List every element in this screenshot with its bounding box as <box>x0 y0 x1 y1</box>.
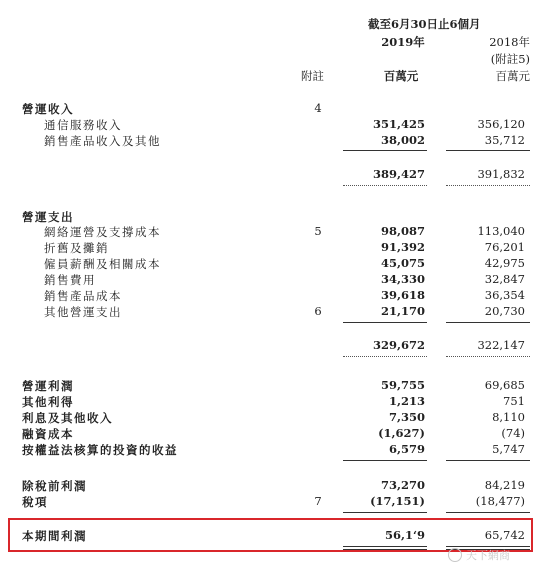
profit-item-value-2019: 1,213 <box>388 394 425 408</box>
watermark-text: 天下網商 <box>466 549 510 562</box>
profit-item-value-2018: 751 <box>503 394 525 408</box>
profit-item-label: 按權益法核算的投資的收益 <box>22 443 178 457</box>
total-rule-2018 <box>446 185 530 186</box>
expense-item-value-2018: 20,730 <box>484 304 525 318</box>
revenue-item-value-2018: 35,712 <box>484 133 525 147</box>
note-column-header: 附註 <box>301 69 324 83</box>
expense-item-label: 網絡運營及支撐成本 <box>44 225 161 239</box>
revenue-item-value-2019: 38,002 <box>380 133 425 147</box>
expense-item-value-2018: 32,847 <box>484 272 525 286</box>
tax-item-value-2019: 73,270 <box>380 478 425 492</box>
expense-item-label: 銷售產品成本 <box>44 289 122 303</box>
total-rule-2019 <box>343 185 427 186</box>
net-profit-label: 本期間利潤 <box>22 529 87 543</box>
subtotal-rule-2019 <box>343 512 427 513</box>
expense-item-value-2019: 98,087 <box>380 224 425 238</box>
profit-item-label: 營運利潤 <box>22 379 74 393</box>
note-2018-header: (附註5) <box>490 52 530 66</box>
profit-item-label: 其他利得 <box>22 395 74 409</box>
profit-item-value-2019: 7,350 <box>388 410 425 424</box>
year-2018-header: 2018年 <box>489 35 530 49</box>
subtotal-rule-2018 <box>446 322 530 323</box>
tax-item-value-2019: (17,151) <box>370 494 425 508</box>
net-profit-value-2019: 56,1‘9 <box>384 528 425 542</box>
expense-item-label: 折舊及攤銷 <box>44 241 109 255</box>
expenses-title: 營運支出 <box>22 210 74 224</box>
expense-item-label: 其他營運支出 <box>44 305 122 319</box>
expense-item-value-2018: 36,354 <box>484 288 525 302</box>
profit-item-label: 利息及其他收入 <box>22 411 113 425</box>
watermark <box>448 545 548 565</box>
expenses-total-2019: 329,672 <box>372 338 425 352</box>
subtotal-rule-2019 <box>343 460 427 461</box>
unit-2018-header: 百萬元 <box>495 69 530 83</box>
tax-item-value-2018: (18,477) <box>475 494 525 508</box>
subtotal-rule-2019 <box>343 322 427 323</box>
tax-item-value-2018: 84,219 <box>484 478 525 492</box>
expense-item-value-2019: 91,392 <box>380 240 425 254</box>
net-profit-value-2018: 65,742 <box>484 528 525 542</box>
profit-item-value-2018: 8,110 <box>492 410 525 424</box>
profit-item-label: 融資成本 <box>22 427 74 441</box>
profit-item-value-2018: (74) <box>501 426 525 440</box>
expense-item-value-2019: 45,075 <box>380 256 425 270</box>
period-header: 截至6月30日止6個月 <box>368 17 481 31</box>
revenue-title: 營運收入 <box>22 102 74 116</box>
profit-item-value-2018: 69,685 <box>484 378 525 392</box>
revenue-note: 4 <box>314 101 322 115</box>
tax-item-label: 除稅前利潤 <box>22 479 87 493</box>
profit-item-value-2018: 5,747 <box>492 442 525 456</box>
expense-item-value-2019: 39,618 <box>380 288 425 302</box>
expense-item-label: 銷售費用 <box>44 273 96 287</box>
revenue-item-label: 銷售產品收入及其他 <box>44 134 161 148</box>
unit-2019-header: 百萬元 <box>383 69 419 83</box>
final-rule-2019 <box>343 546 427 550</box>
profit-item-value-2019: 6,579 <box>388 442 425 456</box>
expense-item-label: 僱員薪酬及相關成本 <box>44 257 161 271</box>
total-rule-2018 <box>446 356 530 357</box>
subtotal-rule-2018 <box>446 150 530 151</box>
tax-item-label: 稅項 <box>22 495 48 509</box>
subtotal-rule-2018 <box>446 460 530 461</box>
expense-item-value-2019: 21,170 <box>380 304 425 318</box>
profit-item-value-2019: 59,755 <box>380 378 425 392</box>
subtotal-rule-2019 <box>343 150 427 151</box>
expense-item-value-2018: 42,975 <box>484 256 525 270</box>
expense-item-note: 5 <box>314 224 322 238</box>
revenue-total-2019: 389,427 <box>372 167 425 181</box>
revenue-total-2018: 391,832 <box>477 167 525 181</box>
profit-item-value-2019: (1,627) <box>378 426 425 440</box>
revenue-item-value-2019: 351,425 <box>372 117 425 131</box>
expense-item-note: 6 <box>314 304 322 318</box>
expense-item-value-2018: 113,040 <box>477 224 525 238</box>
year-2019-header: 2019年 <box>381 35 425 49</box>
revenue-item-value-2018: 356,120 <box>477 117 525 131</box>
total-rule-2019 <box>343 356 427 357</box>
expenses-total-2018: 322,147 <box>477 338 525 352</box>
subtotal-rule-2018 <box>446 512 530 513</box>
tax-item-note: 7 <box>314 494 322 508</box>
revenue-item-label: 通信服務收入 <box>44 118 122 132</box>
expense-item-value-2019: 34,330 <box>380 272 425 286</box>
expense-item-value-2018: 76,201 <box>484 240 525 254</box>
watermark-logo-icon <box>448 548 462 562</box>
